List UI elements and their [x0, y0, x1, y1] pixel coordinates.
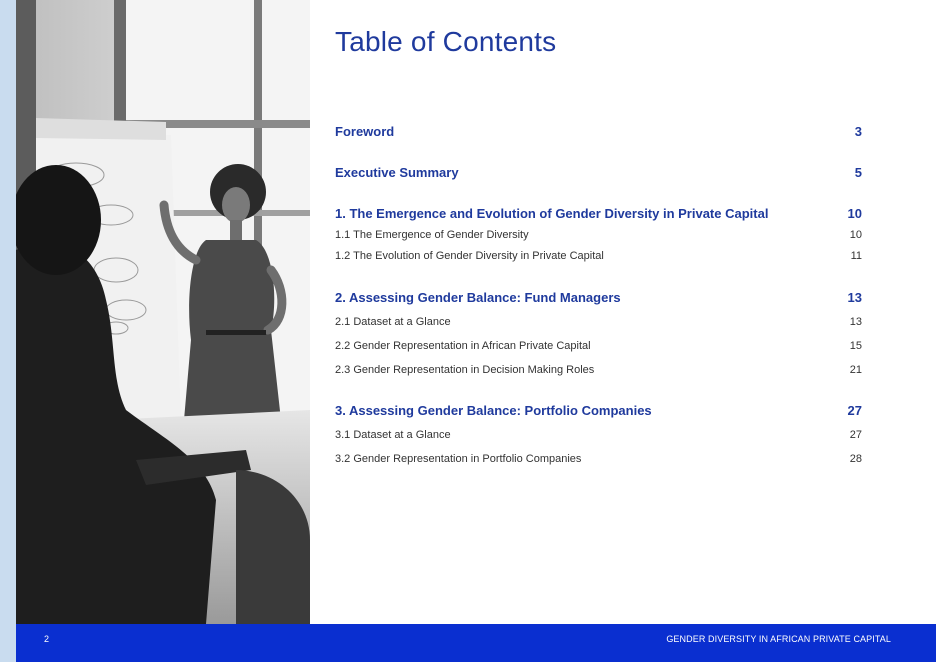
- toc-entry-label: 1.2 The Evolution of Gender Diversity in Private Capital: [335, 250, 604, 262]
- toc-entry-label: 2. Assessing Gender Balance: Fund Managers: [335, 290, 621, 305]
- toc-entry-page: 27: [849, 429, 862, 441]
- toc-entry-section-3[interactable]: [335, 403, 862, 418]
- toc-entry-page: 13: [849, 316, 862, 328]
- cover-photo: [16, 0, 310, 624]
- toc-entry-page: 3: [854, 124, 862, 139]
- toc-entry-section-2-3[interactable]: [335, 364, 862, 376]
- toc-entry-label: 2.1 Dataset at a Glance: [335, 316, 451, 328]
- toc-entry-section-1-2[interactable]: [335, 250, 862, 262]
- toc-entry-section-1-1[interactable]: [335, 229, 862, 241]
- toc-entry-page: 5: [854, 165, 862, 180]
- toc-entry-executive-summary[interactable]: [335, 165, 862, 180]
- left-accent-strip: [0, 0, 16, 662]
- toc-entry-page: 11: [850, 250, 862, 262]
- toc-entry-label: 3.2 Gender Representation in Portfolio Companies: [335, 453, 582, 465]
- toc-entry-page: 28: [849, 453, 862, 465]
- toc-entry-section-2-2[interactable]: [335, 340, 862, 352]
- toc-entry-page: 27: [847, 403, 862, 418]
- toc-entry-label: 1. The Emergence and Evolution of Gender Diversity in Private Capital: [335, 206, 769, 221]
- toc-entry-section-1[interactable]: [335, 206, 862, 221]
- toc-entry-section-3-1[interactable]: [335, 429, 862, 441]
- toc-entry-label: 3. Assessing Gender Balance: Portfolio Companies: [335, 403, 652, 418]
- toc-entry-page: 21: [849, 364, 862, 376]
- toc-entry-label: 2.3 Gender Representation in Decision Making Roles: [335, 364, 595, 376]
- toc-entry-label: 1.1 The Emergence of Gender Diversity: [335, 229, 529, 241]
- toc-entry-foreword[interactable]: [335, 124, 862, 139]
- toc-entry-section-3-2[interactable]: [335, 453, 862, 465]
- document-title: GENDER DIVERSITY IN AFRICAN PRIVATE CAPITAL: [666, 634, 891, 644]
- toc-entry-page: 10: [847, 206, 862, 221]
- toc-entry-label: Executive Summary: [335, 165, 459, 180]
- toc-entry-page: 15: [849, 340, 862, 352]
- toc-entry-page: 13: [847, 290, 862, 305]
- page-number: 2: [44, 634, 50, 644]
- toc-entry-label: 3.1 Dataset at a Glance: [335, 429, 451, 441]
- toc-entry-section-2-1[interactable]: [335, 316, 862, 328]
- toc-entry-label: Foreword: [335, 124, 395, 139]
- toc-entry-label: 2.2 Gender Representation in African Private Capital: [335, 340, 591, 352]
- page-title: Table of Contents: [335, 26, 557, 57]
- toc-entry-section-2[interactable]: [335, 290, 862, 305]
- toc-entry-page: 10: [849, 229, 862, 241]
- page-footer: [16, 624, 936, 662]
